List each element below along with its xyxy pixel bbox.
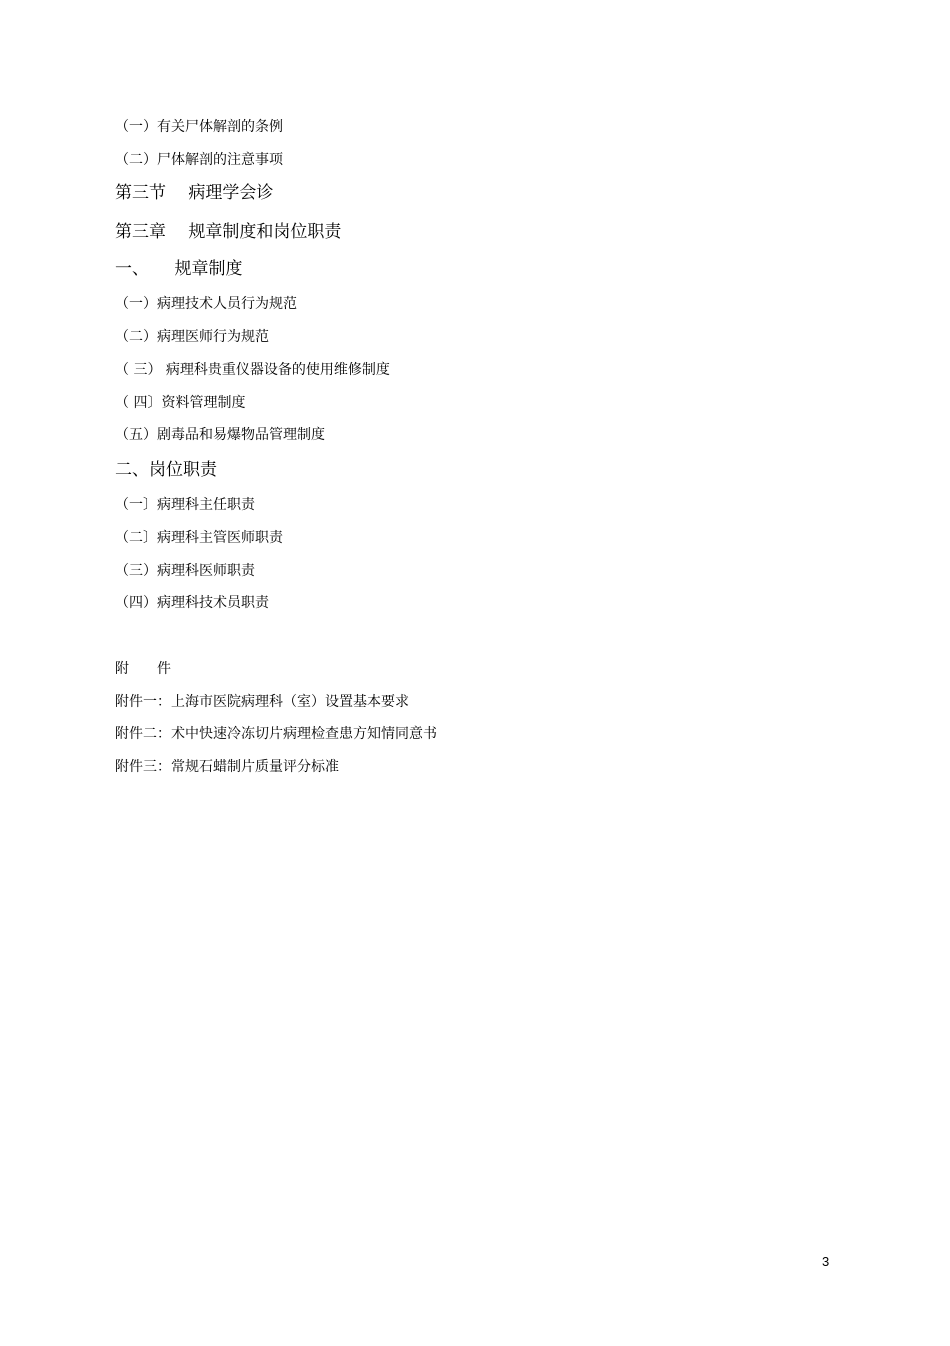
toc-autopsy-regulations: （一）有关尸体解剖的条例 [115, 119, 283, 135]
toc-part-duties: 二、岗位职责 [115, 460, 217, 480]
toc-duty-item: （一〕病理科主任职责 [115, 497, 255, 513]
toc-duty-item: （三）病理科医师职责 [115, 563, 255, 579]
toc-rule-item: （ 四〕资料管理制度 [115, 395, 246, 411]
toc-rule-item: （一）病理技术人员行为规范 [115, 296, 297, 312]
appendix-item: 附件一：上海市医院病理科（室）设置基本要求 [115, 694, 409, 710]
appendix-heading: 附 件 [115, 661, 171, 677]
toc-section-consultation: 第三节 病理学会诊 [115, 183, 274, 203]
toc-chapter-title: 第三章 规章制度和岗位职责 [115, 222, 342, 242]
toc-part-rules: 一、 规章制度 [115, 259, 243, 279]
toc-duty-item: （二〕病理科主管医师职责 [115, 530, 283, 546]
appendix-item: 附件三：常规石蜡制片质量评分标准 [115, 759, 339, 775]
appendix-item: 附件二：术中快速冷冻切片病理检查患方知情同意书 [115, 726, 437, 742]
toc-rule-item: （五）剧毒品和易爆物品管理制度 [115, 427, 325, 443]
toc-autopsy-notes: （二）尸体解剖的注意事项 [115, 152, 283, 168]
toc-rule-item: （二）病理医师行为规范 [115, 329, 269, 345]
toc-duty-item: （四）病理科技术员职责 [115, 595, 269, 611]
toc-rule-item: （ 三） 病理科贵重仪器设备的使用维修制度 [115, 362, 390, 378]
page-number: 3 [822, 1254, 830, 1269]
